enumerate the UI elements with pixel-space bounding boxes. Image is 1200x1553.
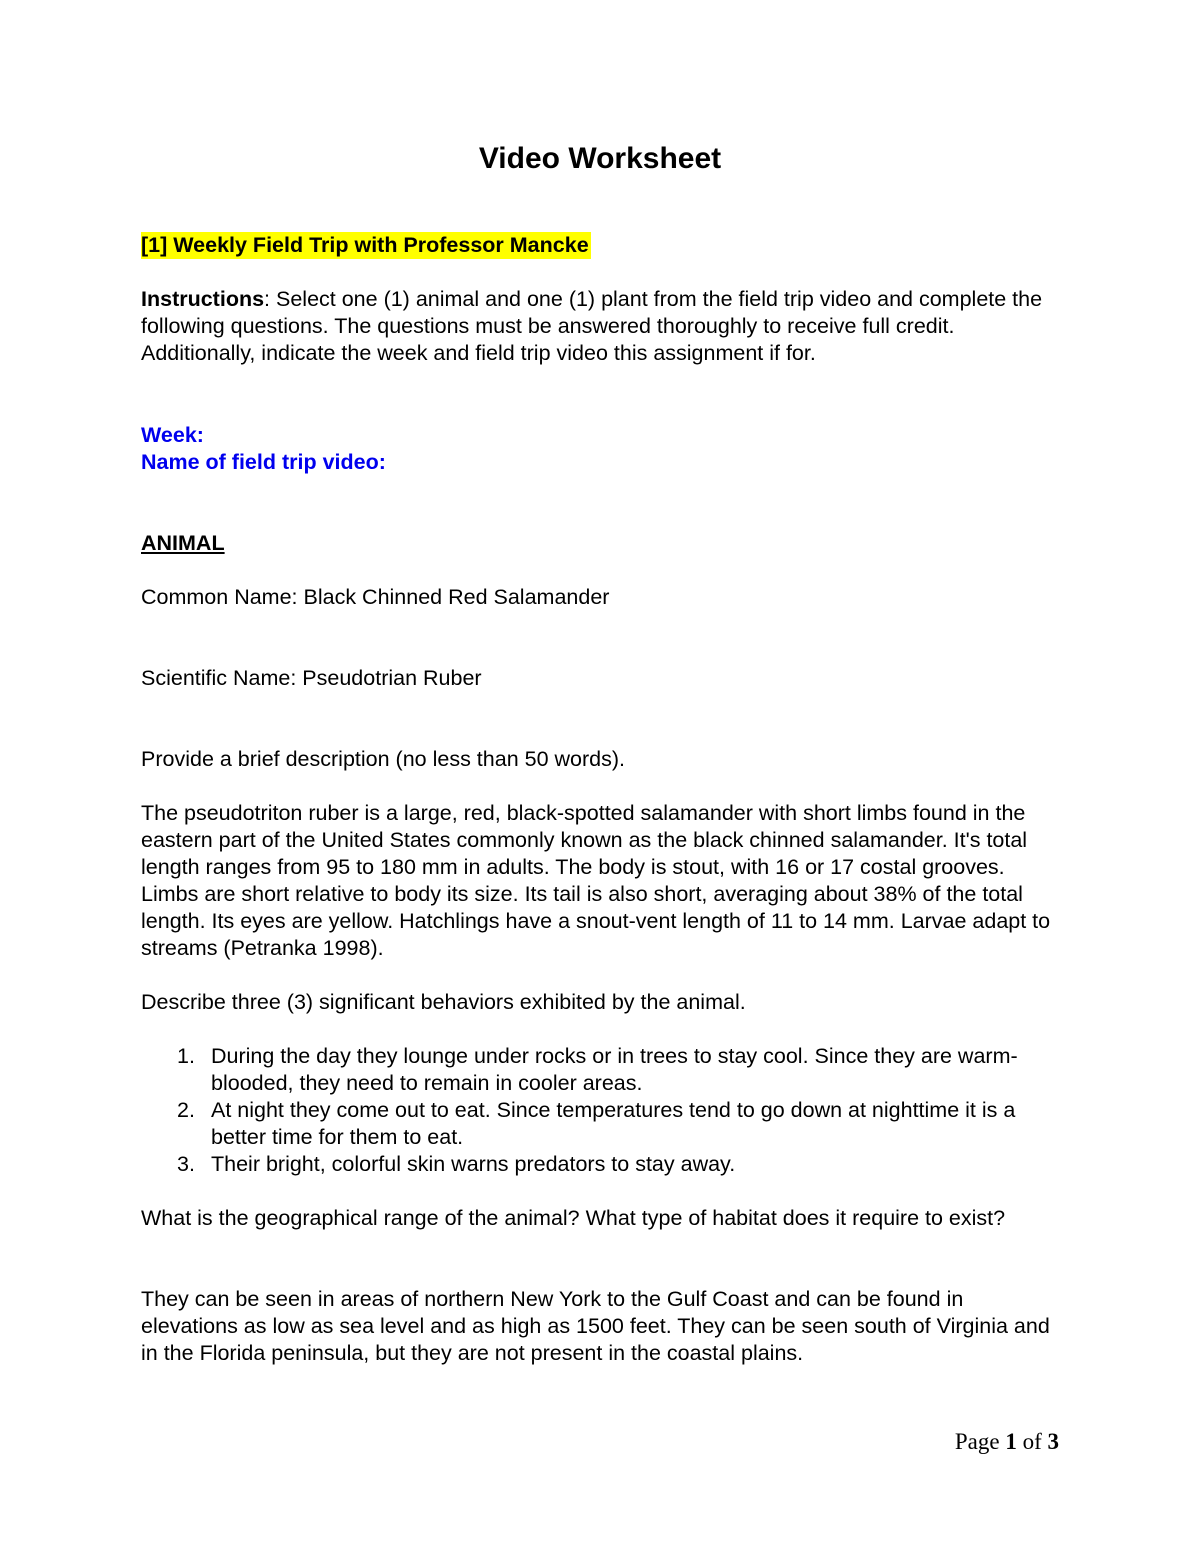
video-name-label: Name of field trip video: — [141, 450, 386, 474]
week-label: Week: — [141, 423, 204, 447]
description-answer: The pseudotriton ruber is a large, red, black-spotted salamander with short limbs found in the eastern part of the United States commonly known as the black chinned salamander. It's total length ranges from 95 to 180 mm in adults. The body is stout, with 16 or 17 costal grooves. Limbs are short relative to body its size. Its tail is also short, averaging about 38% of the total length. Its eyes are yellow. Hatchlings have a snout-vent length of 11 to 14 mm. Larvae adapt to streams (Petranka 1998). — [141, 801, 1051, 960]
list-item-number: 3. — [177, 1152, 195, 1176]
scientific-name: Scientific Name: Pseudotrian Ruber — [141, 666, 482, 690]
common-name: Common Name: Black Chinned Red Salamander — [141, 585, 610, 609]
instructions-text: : Select one (1) animal and one (1) plant from the field trip video and complete the following questions. The questions must be answered thoroughly to receive full credit. Additionally, indicate the week and field trip video this assignment if for. — [141, 287, 1043, 365]
instructions-paragraph — [141, 286, 1051, 367]
behaviors-list — [141, 1043, 1059, 1178]
list-item-text: At night they come out to eat. Since temperatures tend to go down at nighttime it is a better time for them to eat. — [211, 1098, 1016, 1149]
list-item — [141, 1097, 1059, 1151]
list-item-number: 2. — [177, 1098, 195, 1122]
range-answer: They can be seen in areas of northern New York to the Gulf Coast and can be found in elevations as low as sea level and as high as 1500 feet. They can be seen south of Virginia and in the Florida peninsula, but they are not present in the coastal plains. — [141, 1287, 1050, 1365]
list-item — [141, 1151, 1059, 1178]
list-item-text: During the day they lounge under rocks or in trees to stay cool. Since they are warm-blooded, they need to remain in cooler areas. — [211, 1044, 1018, 1095]
footer-page-word: Page — [954, 1429, 1000, 1454]
list-item-text: Their bright, colorful skin warns predators to stay away. — [211, 1152, 736, 1176]
list-item — [141, 1043, 1059, 1097]
footer-current-page: 1 — [1005, 1429, 1017, 1454]
footer-of-word: of — [1022, 1429, 1042, 1454]
behaviors-prompt: Describe three (3) significant behaviors exhibited by the animal. — [141, 990, 746, 1014]
list-item-number: 1. — [177, 1044, 195, 1068]
section-heading: [1] Weekly Field Trip with Professor Mancke — [141, 233, 589, 257]
footer-total-pages: 3 — [1047, 1429, 1059, 1454]
instructions-label: Instructions — [141, 287, 265, 311]
page-title: Video Worksheet — [478, 142, 722, 175]
animal-heading: ANIMAL — [141, 531, 225, 555]
description-prompt: Provide a brief description (no less than 50 words). — [141, 747, 625, 771]
page-number-footer — [955, 1428, 1059, 1456]
range-prompt: What is the geographical range of the animal? What type of habitat does it require to exist? — [141, 1206, 1006, 1230]
